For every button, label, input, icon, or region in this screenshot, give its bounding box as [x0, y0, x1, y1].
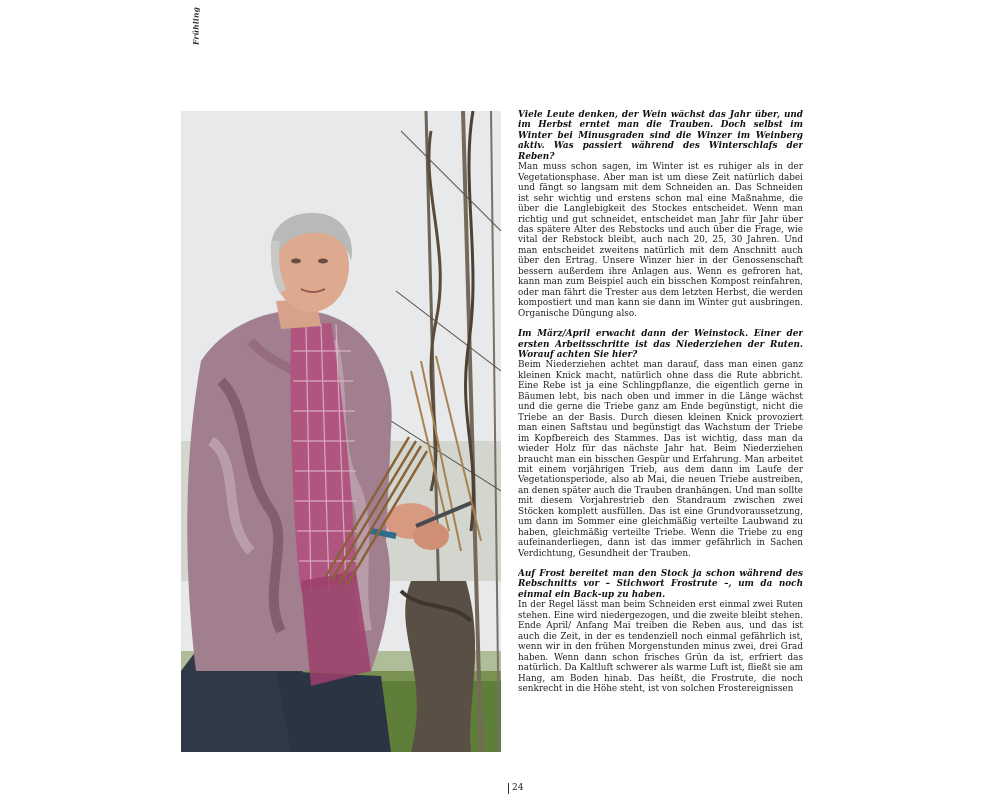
interview-answer: Man muss schon sagen, im Winter ist es ruhiger als in der Vegetationsphase. Aber man ist um diese Zeit natürlich dabei und fängt so langsam mit dem Schneiden an. Das Schneiden ist sehr wichtig und erstens schon mal eine Maßnahme, die über die Langlebigkeit des Stockes entscheidet. Wenn man richtig und gut schneidet, entscheidet man Jahr für Jahr über das spätere Alter des Rebstocks und auch über die Frage, wie vital der Rebstock bleibt, auch nach 20, 25, 30 Jahren. Und man entscheidet zweitens natürlich mit dem Anschnitt auch über den Ertrag. Unsere Winzer hier in der Genossenschaft bessern außerdem ihre Anlagen aus. Wenn es gefroren hat, kann man zum Beispiel auch ein bisschen Kompost reinfahren, oder man fährt die Trester aus dem letzten Herbst, die werden kompostiert und man kann sie dann im Winter gut ausbringen. Organische Düngung also.: [518, 162, 803, 319]
interview-question: Im März/April erwacht dann der Weinstock. Einer der ersten Arbeitsschritte ist das Niederziehen der Ruten. Worauf achten Sie hier?: [518, 329, 803, 360]
interview-question: Auf Frost bereitet man den Stock ja schon während des Rebschnitts vor – Stichwort Frostrute –, um da noch einmal ein Back-up zu haben.: [518, 569, 803, 600]
interview-question: Viele Leute denken, der Wein wächst das Jahr über, und im Herbst erntet man die Trauben. Doch selbst im Winter bei Minusgraden sind die Winzer im Weinberg aktiv. Was passiert während des Winterschlafs der Reben?: [518, 110, 803, 162]
section-label: Frühling: [191, 6, 201, 46]
page-number: 24: [508, 783, 523, 794]
portrait-photo: [181, 111, 501, 752]
interview-answer: In der Regel lässt man beim Schneiden erst einmal zwei Ruten stehen. Eine wird niedergezogen, und die zweite bleibt stehen. Ende April/ Anfang Mai treiben die Reben aus, und das ist auch die Zeit, in der es tendenziell noch einmal gefährlich ist, wenn wir in den frühen Morgenstunden minus zwei, drei Grad haben. Wenn dann schon frisches Grün da ist, erfriert das natürlich. Da Kaltluft schwerer als warme Luft ist, fließt sie am Hang, am Boden hinab. Das heißt, die Frostrute, die noch senkrecht in die Höhe steht, ist von solchen Frostereignissen: [518, 600, 803, 695]
interview-answer: Beim Niederziehen achtet man darauf, dass man einen ganz kleinen Knick macht, natürlich ohne dass die Rute abbricht. Eine Rebe ist ja eine Schlingpflanze, die eigentlich gerne in Bäumen lebt, bis nach oben und immer in die Länge wächst und die gerne die Triebe ganz am Ende begünstigt, nicht die Triebe an der Basis. Durch diesen kleinen Knick provoziert man einen Saftstau und begünstigt das Wachstum der Triebe im Kopfbereich des Stammes. Das ist wichtig, dass man da wieder Holz für das nächste Jahr hat. Beim Niederziehen braucht man ein bisschen Gespür und Erfahrung. Man arbeitet mit einem vorjährigen Trieb, aus dem dann im Laufe der Vegetationsperiode, also ab Mai, die neuen Triebe austreiben, an denen später auch die Trauben dranhängen. Und man sollte mit diesem Vorjahrestrieb den Standraum zwischen zwei Stöcken komplett ausfüllen. Das ist eine Grundvoraussetzung, um dann im Sommer eine gleichmäßig verteilte Laubwand zu haben, gleichmäßig verteilte Triebe. Wenn die Triebe zu eng aufeinanderliegen, dann ist das immer gefährlich in Sachen Verdichtung, Gesundheit der Trauben.: [518, 360, 803, 559]
article-text: [518, 110, 803, 760]
